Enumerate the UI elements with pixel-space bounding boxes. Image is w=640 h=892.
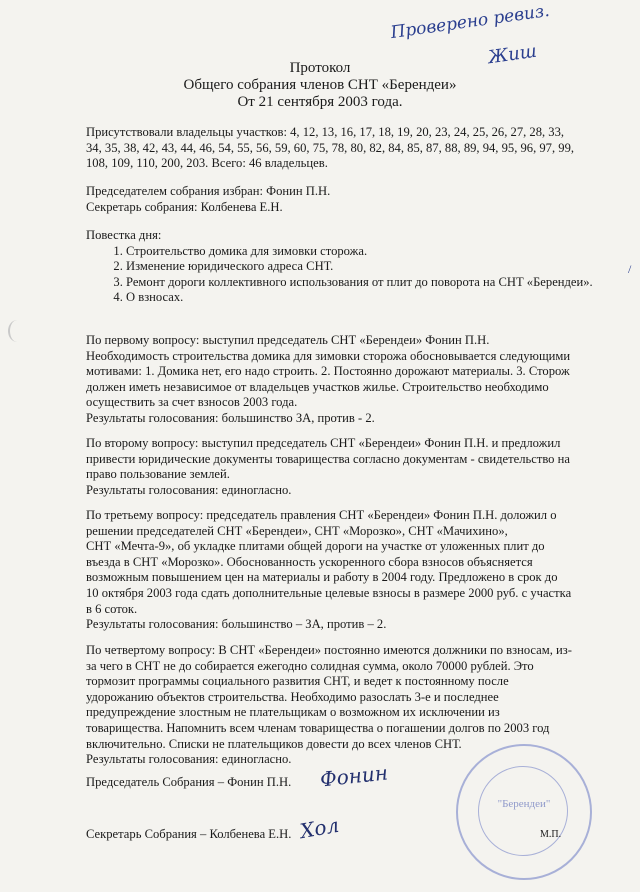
chairman-signature-scribble: Фонин <box>318 760 389 792</box>
q2-line: По второму вопросу: выступил председатель СНТ «Берендеи» Фонин П.Н. и предложил <box>86 436 561 450</box>
title-line-1: Протокол <box>289 60 351 76</box>
secretary-signature-line: Секретарь Собрания – Колбенева Е.Н. <box>86 827 292 841</box>
question-1-paragraph <box>86 333 594 427</box>
stamp-text: "Берендеи" <box>497 798 551 810</box>
q3-line: в 6 соток. <box>86 601 138 616</box>
q3-line: решении председателей СНТ «Берендеи», СНТ «Морозко», СНТ «Мачихино», <box>86 523 508 538</box>
attendance-line: 108, 109, 110, 200, 203. Всего: 46 владельцев. <box>86 156 328 171</box>
q1-line: должен иметь независимое от владельцев участков жилье. Строительство необходимо <box>86 379 549 394</box>
attendance-line: 34, 35, 38, 42, 43, 44, 46, 54, 55, 56, 59, 60, 75, 78, 80, 82, 84, 85, 87, 88, 89, 94, 95, 96, 97, 99, <box>86 140 575 155</box>
stamp-inner-ring <box>478 766 568 856</box>
attendance-line: Присутствовали владельцы участков: 4, 12, 13, 16, 17, 18, 19, 20, 23, 24, 25, 26, 27, 28, 33, <box>86 125 565 139</box>
q3-line: въезда в СНТ «Морозко». Обоснованность ускоренного сбора взносов объясняется <box>86 554 533 569</box>
agenda-item: 2. Изменение юридического адреса СНТ. <box>126 259 594 275</box>
q1-line: По первому вопросу: выступил председатель СНТ «Берендеи» Фонин П.Н. <box>86 333 490 347</box>
handwritten-signature-top: Жиш <box>486 40 539 69</box>
pen-mark: / <box>628 262 632 276</box>
q4-line: удорожанию объектов строительства. Необходимо разослать 3-е и последнее <box>86 689 499 704</box>
scan-edge-mark <box>8 320 26 342</box>
q4-line: товарищества. Напомнить всем членам товарищества о погашении долгов по 2003 год <box>86 720 550 735</box>
officers-paragraph <box>86 184 594 215</box>
q1-vote-result: Результаты голосования: большинство ЗА, против - 2. <box>86 410 375 425</box>
agenda <box>86 228 594 306</box>
agenda-item: 1. Строительство домика для зимовки сторожа. <box>126 244 594 260</box>
q3-line: СНТ «Мечта-9», об укладке плитами общей дороги на участке от уложенных плит до <box>86 539 545 554</box>
q2-line: право пользование землей. <box>86 467 230 482</box>
q2-line: привести юридические документы товарищества согласно документам - свидетельство на <box>86 451 570 466</box>
organization-stamp <box>456 744 592 880</box>
q3-vote-result: Результаты голосования: большинство – ЗА, против – 2. <box>86 617 387 632</box>
question-3-paragraph <box>86 508 594 633</box>
title-line-3: От 21 сентября 2003 года. <box>237 94 403 110</box>
q1-line: Необходимость строительства домика для зимовки сторожа обосновывается следующими <box>86 348 571 363</box>
q3-line: возможным повышением цен на материалы и работу в 2004 году. Предложено в срок до <box>86 570 558 585</box>
q4-line: предупреждение злостным не плательщикам о возможном их исключении из <box>86 705 500 720</box>
agenda-title: Повестка дня: <box>86 228 162 242</box>
agenda-item: 4. О взносах. <box>126 290 594 306</box>
agenda-list <box>86 244 594 306</box>
secretary-elected: Секретарь собрания: Колбенева Е.Н. <box>86 199 283 214</box>
q4-line: за чего в СНТ не до собирается ежегодно солидная сумма, около 70000 рублей. Это <box>86 658 534 673</box>
q4-line: По четвертому вопросу: В СНТ «Берендеи» постоянно имеются должники по взносам, из- <box>86 643 572 657</box>
title-line-2: Общего собрания членов СНТ «Берендеи» <box>183 77 457 93</box>
chairman-signature-line: Председатель Собрания – Фонин П.Н. <box>86 775 292 789</box>
handwritten-note: Проверено ревиз. <box>389 0 551 44</box>
chairman-elected: Председателем собрания избран: Фонин П.Н. <box>86 184 331 198</box>
q2-vote-result: Результаты голосования: единогласно. <box>86 482 292 497</box>
secretary-signature-scribble: Хол <box>298 812 341 844</box>
q4-line: включительно. Списки не плательщиков довести до всех членов СНТ. <box>86 736 462 751</box>
stamp-place-label: М.П. <box>540 829 562 840</box>
q1-line: мотивами: 1. Домика нет, его надо строить. 2. Постоянно дорожают материалы. 3. Сторож <box>86 364 570 379</box>
q4-vote-result: Результаты голосования: единогласно. <box>86 752 292 767</box>
q4-line: тормозит программы социального развития СНТ, и ведет к постоянному после <box>86 674 509 689</box>
q3-line: По третьему вопросу: председатель правления СНТ «Берендеи» Фонин П.Н. доложил о <box>86 508 557 522</box>
q3-line: 10 октября 2003 года сдать дополнительные целевые взносы в размере 2000 руб. с участка <box>86 585 572 600</box>
q1-line: осуществить за счет взносов 2003 года. <box>86 395 298 410</box>
question-2-paragraph <box>86 436 594 498</box>
agenda-item: 3. Ремонт дороги коллективного использования от плит до поворота на СНТ «Берендеи». <box>126 275 594 291</box>
attendance-paragraph <box>86 125 594 172</box>
